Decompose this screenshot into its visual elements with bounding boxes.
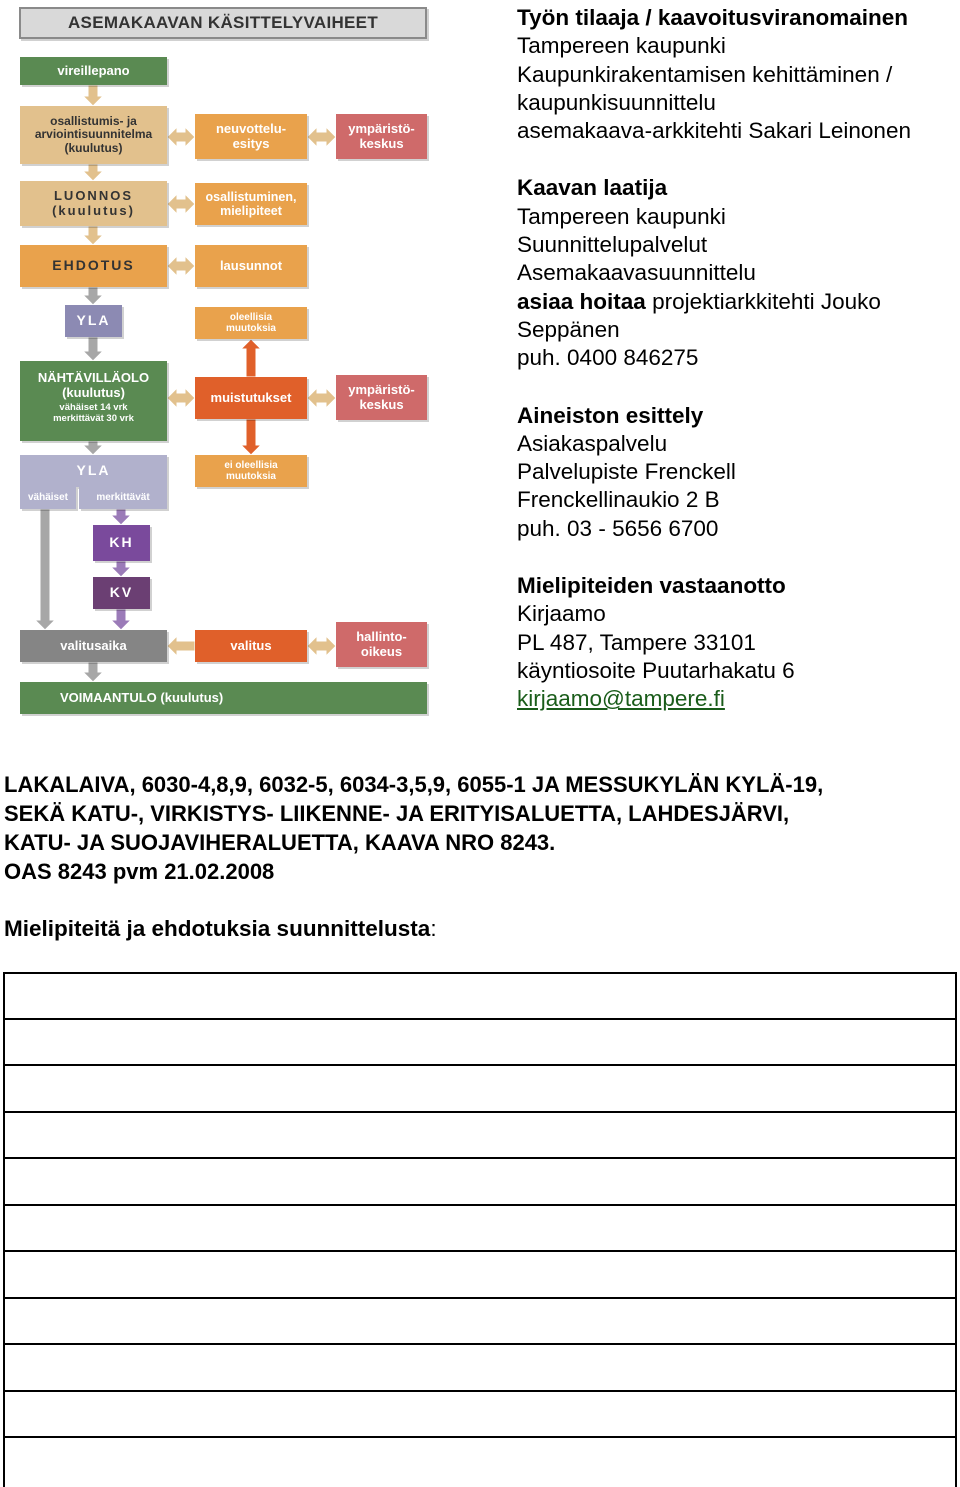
box-ehdotus: EHDOTUS (20, 245, 167, 287)
box-muistutukset: muistutukset (195, 377, 307, 419)
box-valitus: valitus (195, 630, 307, 662)
oas-date: OAS 8243 pvm 21.02.2008 (4, 859, 275, 884)
box-voimaantulo: VOIMAANTULO (kuulutus) (20, 682, 427, 714)
opinion-writing-area[interactable] (3, 972, 957, 1487)
laatija-line: Asemakaavasuunnittelu (517, 260, 756, 286)
arrow-ehdotus-to-yla (83, 287, 103, 305)
arrow-yla-to-nahtavillaolo (83, 337, 103, 361)
box-ei-oleellisia-muutoksia: ei oleellisia muutoksia (195, 455, 307, 487)
box-yla-2: YLA (20, 455, 167, 487)
arrow-ehdotus-lausunnot (167, 256, 195, 276)
opinion-heading (4, 914, 437, 943)
writing-line[interactable] (5, 1250, 955, 1252)
vastaanotto-line: Kirjaamo (517, 601, 606, 627)
vastaanotto-line: PL 487, Tampere 33101 (517, 629, 756, 655)
writing-line[interactable] (5, 1018, 955, 1020)
arrow-kv-to-valitusaika (111, 609, 131, 630)
arrow-muistutukset-to-oleellisia (241, 339, 261, 377)
arrow-merkittavat-to-kh (111, 509, 131, 525)
process-flowchart (17, 5, 430, 718)
heading-tilaaja: Työn tilaaja / kaavoitusviranomainen (517, 5, 908, 30)
arrow-valitusaika-to-voimaantulo (83, 662, 103, 682)
vastaanotto-line: käyntiosoite Puutarhakatu 6 (517, 657, 795, 683)
writing-line[interactable] (5, 1436, 955, 1438)
laatija-phone: puh. 0400 846275 (517, 345, 699, 371)
arrow-vahaiset-to-valitusaika (35, 509, 55, 630)
tilaaja-line: Tampereen kaupunki (517, 33, 726, 59)
heading-vastaanotto: Mielipiteiden vastaanotto (517, 573, 786, 599)
contact-person: projektiarkkitehti Jouko (645, 288, 881, 314)
box-merkittavat: merkittävät (79, 487, 167, 509)
contact-person-cont: Seppänen (517, 316, 620, 342)
esittely-line: Frenckellinaukio 2 B (517, 487, 720, 513)
box-osallistuminen: osallistuminen, mielipiteet (195, 183, 307, 225)
heading-laatija: Kaavan laatija (517, 175, 668, 201)
arrow-nahtavillaolo-to-yla2 (83, 441, 103, 455)
box-lausunnot: lausunnot (195, 245, 307, 287)
box-hallinto-oikeus: hallinto- oikeus (336, 622, 427, 667)
arrow-muistutukset-ymparisto (307, 388, 336, 408)
arrow-oas-to-luonnos (83, 164, 103, 181)
esittely-phone: puh. 03 - 5656 6700 (517, 515, 719, 541)
writing-line[interactable] (5, 1343, 955, 1345)
opinion-colon: : (430, 916, 437, 941)
writing-line[interactable] (5, 1111, 955, 1113)
arrow-valitus-hallinto (307, 636, 336, 656)
plan-title (4, 770, 954, 886)
section-vastaanotto (517, 572, 957, 713)
arrow-valitus-to-valitusaika (167, 636, 195, 656)
writing-line[interactable] (5, 1297, 955, 1299)
tilaaja-line: kaupunkisuunnittelu (517, 89, 716, 115)
box-oleellisia-muutoksia: oleellisia muutoksia (195, 307, 307, 339)
arrow-kh-to-kv (111, 561, 131, 577)
arrow-muistutukset-to-ei-oleellisia (241, 419, 261, 455)
box-neuvotteluesitys: neuvottelu- esitys (195, 114, 307, 159)
section-laatija (517, 174, 957, 372)
box-ymparistokeskus-1: ympäristö- keskus (336, 114, 427, 159)
box-ymparistokeskus-2: ympäristö- keskus (336, 375, 427, 420)
email-link[interactable]: kirjaamo@tampere.fi (517, 686, 725, 712)
writing-line[interactable] (5, 1204, 955, 1206)
writing-line[interactable] (5, 1064, 955, 1066)
box-yla-1: YLA (65, 305, 122, 337)
arrow-neuvottelu-ymparisto (307, 127, 336, 147)
box-kh: KH (93, 525, 150, 561)
laatija-line: Suunnittelupalvelut (517, 232, 708, 258)
esittely-line: Asiakaspalvelu (517, 430, 668, 456)
box-vireillepano: vireillepano (20, 57, 167, 85)
writing-line[interactable] (5, 1157, 955, 1159)
laatija-line: Tampereen kaupunki (517, 203, 726, 229)
esittely-line: Palvelupiste Frenckell (517, 459, 736, 485)
flowchart-title: ASEMAKAAVAN KÄSITTELYVAIHEET (19, 7, 427, 39)
plan-title-line: SEKÄ KATU-, VIRKISTYS- LIIKENNE- JA ERITYISALUETTA, LAHDESJÄRVI, (4, 801, 790, 826)
plan-title-line: LAKALAIVA, 6030-4,8,9, 6032-5, 6034-3,5,9, 6055-1 JA MESSUKYLÄN KYLÄ-19, (4, 772, 824, 797)
tilaaja-line: asemakaava-arkkitehti Sakari Leinonen (517, 118, 911, 144)
arrow-oas-neuvottelu (167, 127, 195, 147)
arrow-vireillepano-to-oas (83, 85, 103, 106)
contact-prefix: asiaa hoitaa (517, 288, 646, 314)
box-oas: osallistumis- ja arviointisuunnitelma (kuulutus) (20, 106, 167, 164)
nahtavillaolo-note: vähäiset 14 vrk merkittävät 30 vrk (53, 402, 134, 424)
arrow-luonnos-to-ehdotus (83, 226, 103, 245)
plan-title-line: KATU- JA SUOJAVIHERALUETTA, KAAVA NRO 8243. (4, 830, 556, 855)
writing-line[interactable] (5, 1390, 955, 1392)
writing-line[interactable] (5, 972, 955, 974)
arrow-luonnos-osallistuminen (167, 194, 195, 214)
laatija-contact (517, 288, 957, 316)
opinion-label: Mielipiteitä ja ehdotuksia suunnittelusta (4, 916, 431, 941)
box-luonnos: LUONNOS (kuulutus) (20, 181, 167, 226)
tilaaja-line: Kaupunkirakentamisen kehittäminen / (517, 61, 893, 87)
section-tilaaja (517, 4, 957, 145)
box-valitusaika: valitusaika (20, 630, 167, 662)
arrow-nahtavillaolo-muistutukset (167, 388, 195, 408)
box-kv: KV (93, 577, 150, 609)
section-esittely (517, 402, 957, 543)
contact-info-column (517, 4, 957, 743)
box-nahtavillaolo: NÄHTÄVILLÄOLO (kuulutus) (20, 361, 167, 441)
heading-esittely: Aineiston esittely (517, 402, 704, 428)
box-vahaiset: vähäiset (20, 487, 76, 509)
